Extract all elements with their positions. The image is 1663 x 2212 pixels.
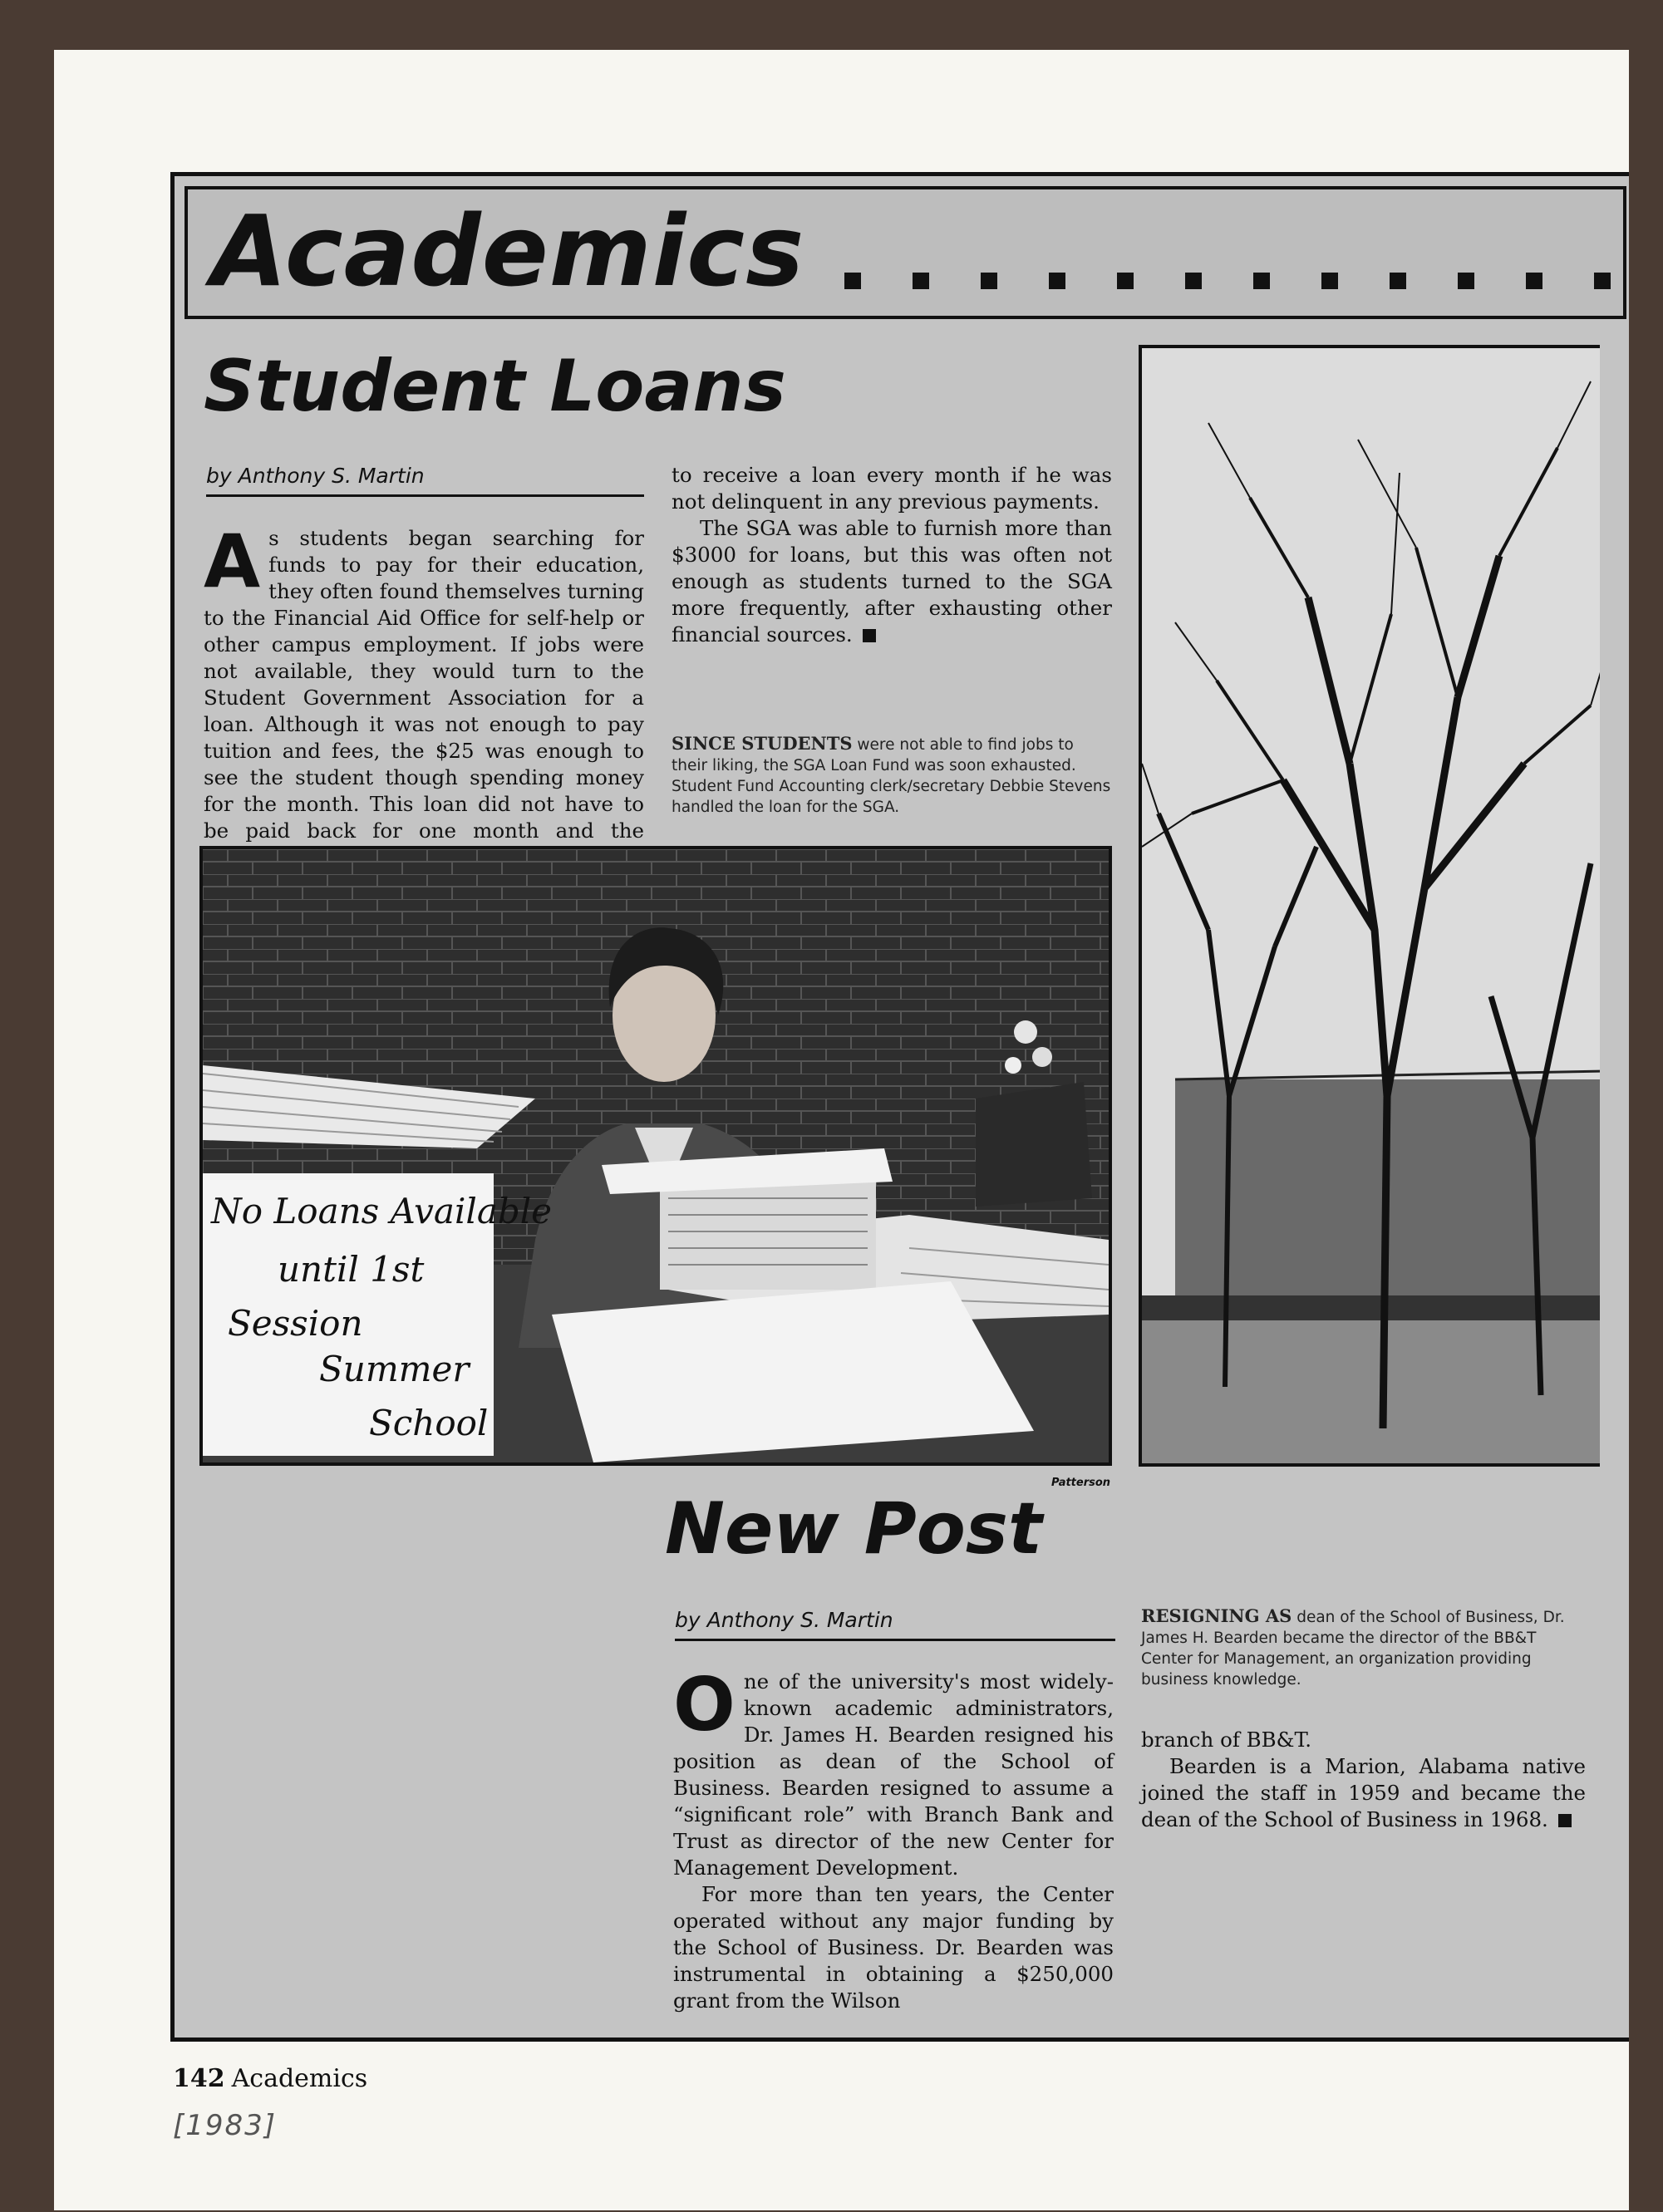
sign-line-3: Session <box>228 1303 363 1344</box>
page-folio <box>173 2064 367 2093</box>
section-title: Academics <box>211 194 805 308</box>
handwritten-year: [1983] <box>173 2109 278 2142</box>
post-dropcap: O <box>673 1662 736 1747</box>
sign-line-1: No Loans Available <box>211 1191 553 1231</box>
loans-caption-lead: SINCE STUDENTS <box>672 733 853 754</box>
page-number: 142 <box>173 2064 225 2093</box>
post-paragraph-3: branch of BB&T. <box>1141 1728 1312 1752</box>
sign-line-4: Summer <box>319 1349 470 1389</box>
loans-column-2 <box>672 462 1112 648</box>
post-paragraph-1: ne of the university's most widely-known academic administrators, Dr. James H. Bearden resigned his position as dean of the School of Business. Bearden resigned to assume a “significant role” with Branch Bank and Trust as director of the new Center for Management Development. <box>673 1669 1114 1880</box>
loans-photo <box>199 846 1112 1466</box>
loans-byline: by Anthony S. Martin <box>206 464 644 497</box>
loans-headline: Student Loans <box>204 345 786 428</box>
tree-drawing <box>1142 348 1600 1467</box>
leader-dots <box>844 273 1611 289</box>
post-column-2 <box>1141 1727 1586 1833</box>
sign-line-2: until 1st <box>278 1249 425 1290</box>
post-paragraph-4: Bearden is a Marion, Alabama native joined the staff in 1959 and became the dean of the School of Business in 1968. <box>1141 1754 1586 1831</box>
loans-paragraph-2: to receive a loan every month if he was not delinquent in any previous payments. <box>672 463 1112 514</box>
post-photo-caption <box>1141 1605 1586 1690</box>
loans-photo-caption <box>672 733 1112 818</box>
post-paragraph-2: For more than ten years, the Center operated without any major funding by the School of Business. Dr. Bearden was instrumental in obtaining a $250,000 grant from the Wilson <box>673 1882 1114 2013</box>
loans-paragraph-3: The SGA was able to furnish more than $3000 for loans, but this was often not enough as students turned to the SGA more frequently, after exhausting other financial sources. <box>672 516 1112 646</box>
sign-line-5: School <box>369 1403 489 1443</box>
loans-column-1 <box>204 519 644 871</box>
loans-paragraph-1: s students began searching for funds to pay for their education, they often found themselves turning to the Financial Aid Office for self-help or other campus employment. If jobs were not available, they would turn to the Student Government Association for a loan. Although it was not enough to pay tuition and fees, the $25 was enough to see the student though spending money for the month. This loan did not have to be paid back for one month and the <box>204 526 644 843</box>
folio-label: Academics <box>231 2064 368 2093</box>
post-caption-text: dean of the School of Business, Dr. James H. Bearden became the director of the BB&T Center for Management, an organization providing business knowledge. <box>1141 1609 1565 1688</box>
post-column-1 <box>673 1662 1114 2014</box>
loans-caption-text: were not able to find jobs to their liking, the SGA Loan Fund was soon exhausted. Student Fund Accounting clerk/secretary Debbie Stevens handled the loan for the SGA. <box>672 736 1111 816</box>
post-byline: by Anthony S. Martin <box>675 1608 1115 1641</box>
end-mark-icon <box>1558 1814 1572 1827</box>
loans-photo-image <box>203 849 1109 1462</box>
post-headline: New Post <box>665 1487 1043 1571</box>
photo-credit: Patterson <box>1051 1477 1111 1489</box>
tree-illustration <box>1139 345 1600 1467</box>
loans-dropcap: A <box>204 519 261 604</box>
post-caption-lead: RESIGNING AS <box>1141 1605 1292 1626</box>
end-mark-icon <box>863 629 876 642</box>
section-header <box>185 186 1626 319</box>
